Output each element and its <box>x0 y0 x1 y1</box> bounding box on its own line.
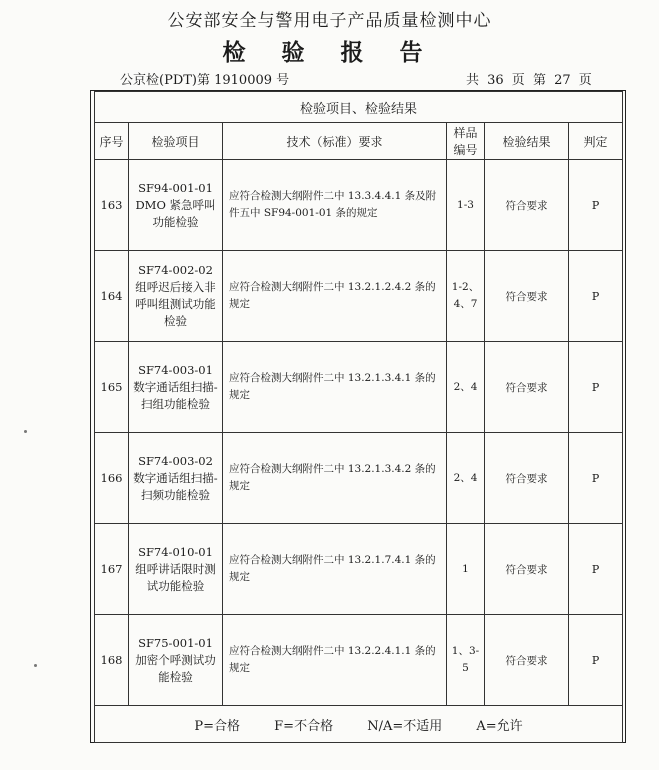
item-cell <box>129 615 223 706</box>
sample-cell <box>447 160 485 251</box>
report-number: 公京检(PDT)第 1910009 号 <box>120 73 290 88</box>
sample-number: 1、3-5 <box>451 645 480 674</box>
result-cell <box>485 342 569 433</box>
row-number: 167 <box>100 562 123 576</box>
table-row <box>95 342 623 433</box>
item-name: 数字通话组扫描-扫频功能检验 <box>133 470 218 502</box>
item-code: SF75-001-01 <box>138 635 213 650</box>
result-cell <box>485 524 569 615</box>
verdict-cell <box>569 342 623 433</box>
result-text: 符合要求 <box>505 563 548 576</box>
requirement-cell <box>223 342 447 433</box>
result-text: 符合要求 <box>505 654 548 667</box>
section-title: 检验项目、检验结果 <box>95 92 623 123</box>
col-header-verdict: 判定 <box>569 123 623 160</box>
result-text: 符合要求 <box>505 472 548 485</box>
verdict-cell <box>569 251 623 342</box>
sample-cell <box>447 342 485 433</box>
row-number-cell <box>95 615 129 706</box>
item-code: SF74-010-01 <box>138 544 213 559</box>
item-cell <box>129 524 223 615</box>
requirement-text: 应符合检测大纲附件二中 13.2.1.2.4.2 条的规定 <box>229 281 436 310</box>
verdict-cell <box>569 524 623 615</box>
sample-number: 1-2、4、7 <box>451 281 480 310</box>
legend-pass: P=合格 <box>194 718 241 734</box>
verdict-code: P <box>591 198 600 212</box>
requirement-text: 应符合检测大纲附件二中 13.2.1.3.4.2 条的规定 <box>229 463 436 492</box>
table-row <box>95 433 623 524</box>
legend-allow: A=允许 <box>476 718 523 734</box>
verdict-code: P <box>591 380 600 394</box>
scan-speck <box>34 664 37 667</box>
item-cell <box>129 251 223 342</box>
requirement-cell <box>223 615 447 706</box>
row-number-cell <box>95 160 129 251</box>
legend-na: N/A=不适用 <box>367 718 443 734</box>
item-name: 组呼讲话限时测试功能检验 <box>135 561 216 593</box>
verdict-code: P <box>591 562 600 576</box>
row-number: 168 <box>100 653 123 667</box>
row-number-cell <box>95 342 129 433</box>
item-name: 加密个呼测试功能检验 <box>135 652 216 684</box>
page-count: 共 36 页 第 27 页 <box>466 73 592 88</box>
item-code: SF74-002-02 <box>138 263 213 277</box>
requirement-text: 应符合检测大纲附件二中 13.2.1.7.4.1 条的规定 <box>229 554 436 583</box>
requirement-cell <box>223 251 447 342</box>
row-number: 163 <box>100 198 123 212</box>
requirement-text: 应符合检测大纲附件二中 13.2.2.4.1.1 条的规定 <box>229 645 436 674</box>
col-header-result: 检验结果 <box>485 123 569 160</box>
row-number-cell <box>95 524 129 615</box>
table-row <box>95 524 623 615</box>
item-name: DMO 紧急呼叫功能检验 <box>135 197 216 229</box>
table-row <box>95 160 623 251</box>
verdict-cell <box>569 433 623 524</box>
row-number: 166 <box>100 471 123 485</box>
col-header-no: 序号 <box>95 123 129 160</box>
result-cell <box>485 615 569 706</box>
report-title: 检 验 报 告 <box>222 39 437 66</box>
table-row <box>95 615 623 706</box>
result-cell <box>485 160 569 251</box>
result-cell <box>485 433 569 524</box>
row-number-cell <box>95 251 129 342</box>
result-text: 符合要求 <box>505 381 548 394</box>
organization-name: 公安部安全与警用电子产品质量检测中心 <box>167 11 492 31</box>
requirement-cell <box>223 160 447 251</box>
legend-fail: F=不合格 <box>274 718 334 734</box>
col-header-item: 检验项目 <box>129 123 223 160</box>
item-cell <box>129 342 223 433</box>
verdict-code: P <box>591 653 600 667</box>
item-cell <box>129 160 223 251</box>
sample-cell <box>447 615 485 706</box>
sample-cell <box>447 524 485 615</box>
scan-speck <box>24 430 27 433</box>
col-header-requirement: 技术（标准）要求 <box>223 123 447 160</box>
item-name: 数字通话组扫描-扫组功能检验 <box>133 379 218 411</box>
item-code: SF74-003-01 <box>138 362 213 377</box>
sample-number: 1 <box>462 562 469 575</box>
row-number: 165 <box>100 380 123 394</box>
verdict-code: P <box>591 471 600 485</box>
verdict-code: P <box>591 289 600 303</box>
result-text: 符合要求 <box>505 290 548 303</box>
sample-cell <box>447 433 485 524</box>
result-text: 符合要求 <box>505 199 548 212</box>
sample-number: 2、4 <box>453 471 478 484</box>
row-number: 164 <box>100 289 123 303</box>
sample-cell <box>447 251 485 342</box>
inspection-table <box>94 91 623 743</box>
row-number-cell <box>95 433 129 524</box>
verdict-legend <box>95 706 623 743</box>
requirement-cell <box>223 433 447 524</box>
requirement-text: 应符合检测大纲附件二中 13.2.1.3.4.1 条的规定 <box>229 372 436 401</box>
table-row <box>95 251 623 342</box>
item-cell <box>129 433 223 524</box>
verdict-cell <box>569 160 623 251</box>
result-cell <box>485 251 569 342</box>
col-header-sample: 样品编号 <box>447 123 485 160</box>
requirement-cell <box>223 524 447 615</box>
sample-number: 2、4 <box>453 380 478 393</box>
item-name: 组呼迟后接入非呼叫组测试功能检验 <box>135 280 216 328</box>
item-code: SF74-003-02 <box>138 453 213 468</box>
verdict-cell <box>569 615 623 706</box>
table-header <box>95 123 623 160</box>
requirement-text: 应符合检测大纲附件二中 13.3.4.4.1 条及附件五中 SF94-001-01 条的规定 <box>229 190 437 219</box>
sample-number: 1-3 <box>457 198 474 211</box>
item-code: SF94-001-01 <box>138 180 213 195</box>
